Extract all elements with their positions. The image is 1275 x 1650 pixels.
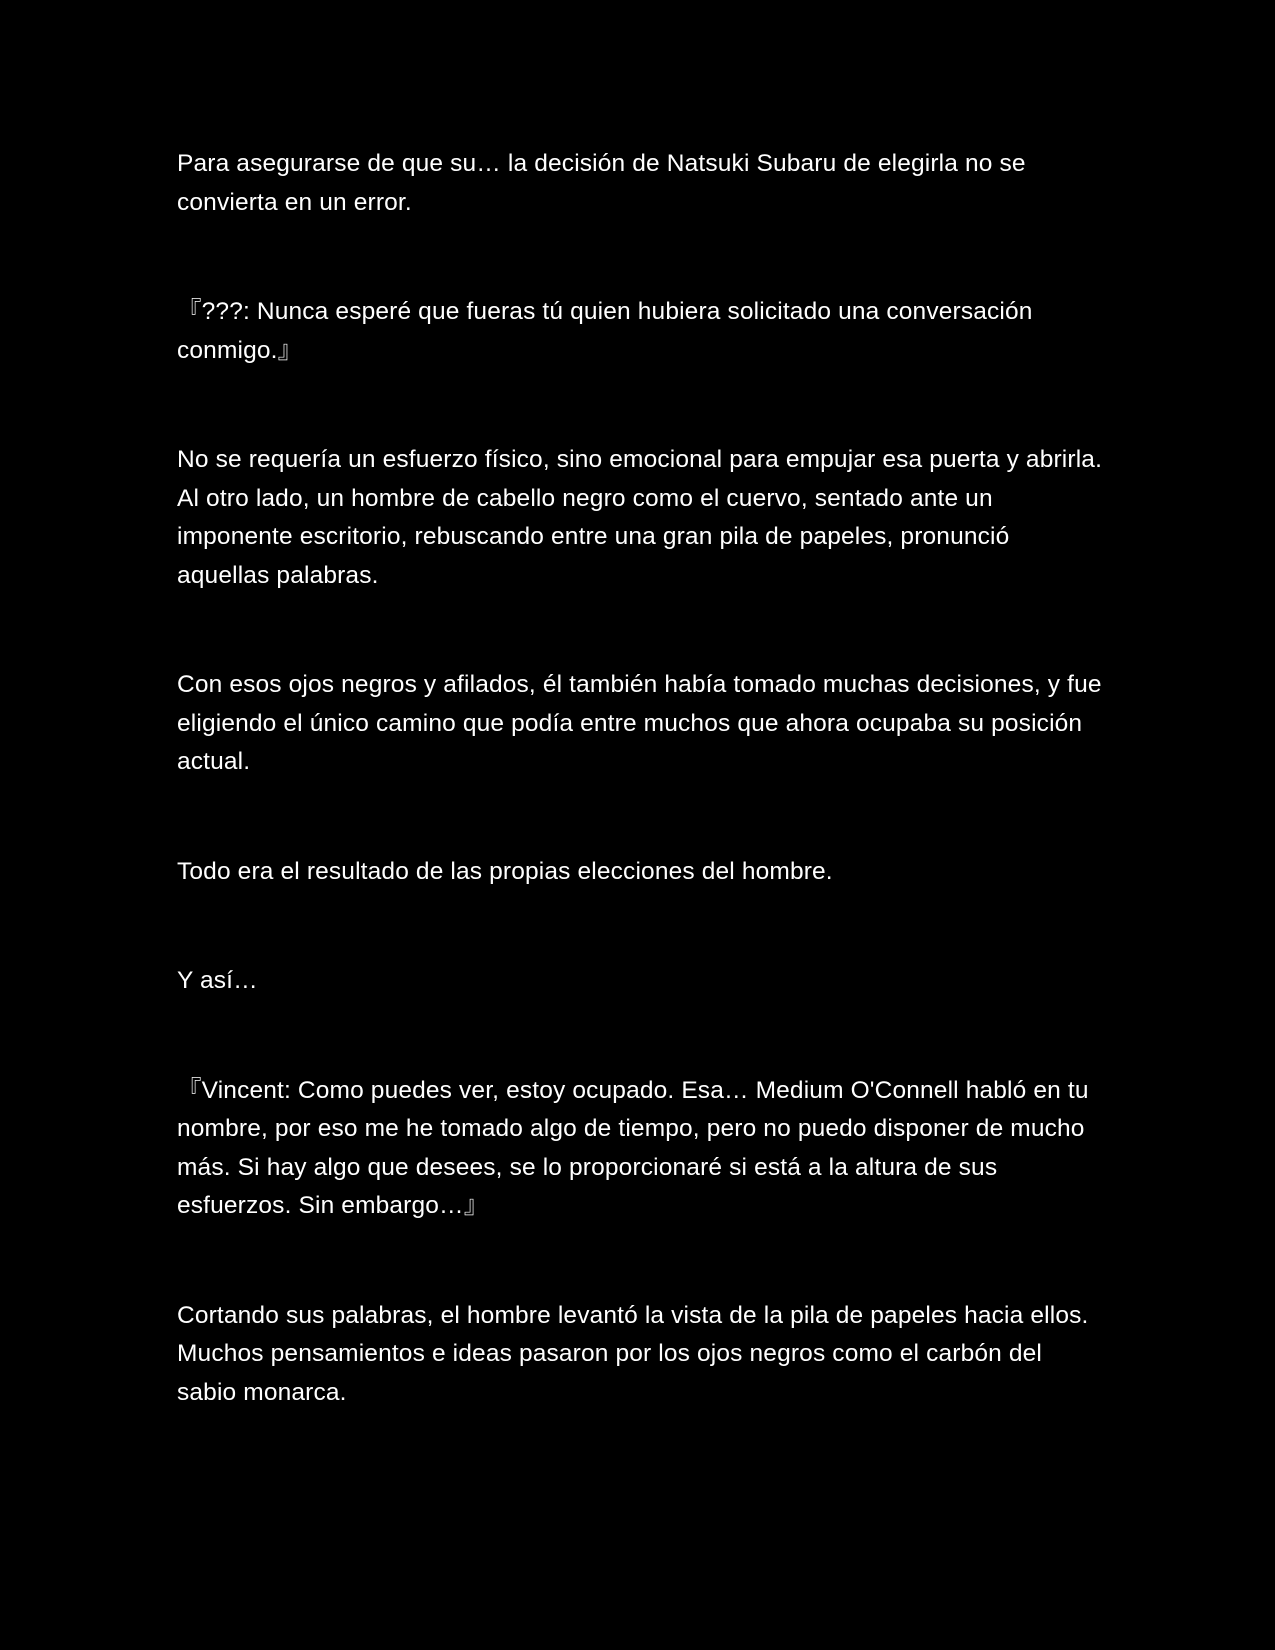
paragraph-1: Para asegurarse de que su… la decisión de Natsuki Subaru de elegirla no se convierta en un error. [177, 150, 1033, 216]
dialogue-vincent: 『Vincent: Como puedes ver, estoy ocupado. Esa… Medium O'Connell habló en tu nombre, por eso me he tomado algo de tiempo, pero no puedo disponer de mucho más. Si hay algo que desees, se lo proporcionaré si está a la altura de sus esfuerzos. Sin embargo…』 [177, 1076, 1096, 1219]
dialogue-unknown-speaker: 『???: Nunca esperé que fueras tú quien hubiera solicitado una conversación conmigo.』 [177, 298, 1040, 364]
paragraph-4: Con esos ojos negros y afilados, él también había tomado muchas decisiones, y fue eligiendo el único camino que podía entre muchos que ahora ocupaba su posición actual. [177, 671, 1109, 775]
paragraph-8: Cortando sus palabras, el hombre levantó la vista de la pila de papeles hacia ellos. Muchos pensamientos e ideas pasaron por los ojos negros como el carbón del sabio monarca. [177, 1301, 1096, 1406]
paragraph-3: No se requería un esfuerzo físico, sino emocional para empujar esa puerta y abrirla. Al otro lado, un hombre de cabello negro como el cuervo, sentado ante un imponente escritorio, rebuscando entre una gran pila de papeles, pronunció aquellas palabras. [177, 446, 1108, 589]
paragraph-5: Todo era el resultado de las propias elecciones del hombre. [177, 857, 833, 885]
document-body [177, 145, 1107, 1483]
paragraph-6: Y así… [177, 967, 258, 994]
